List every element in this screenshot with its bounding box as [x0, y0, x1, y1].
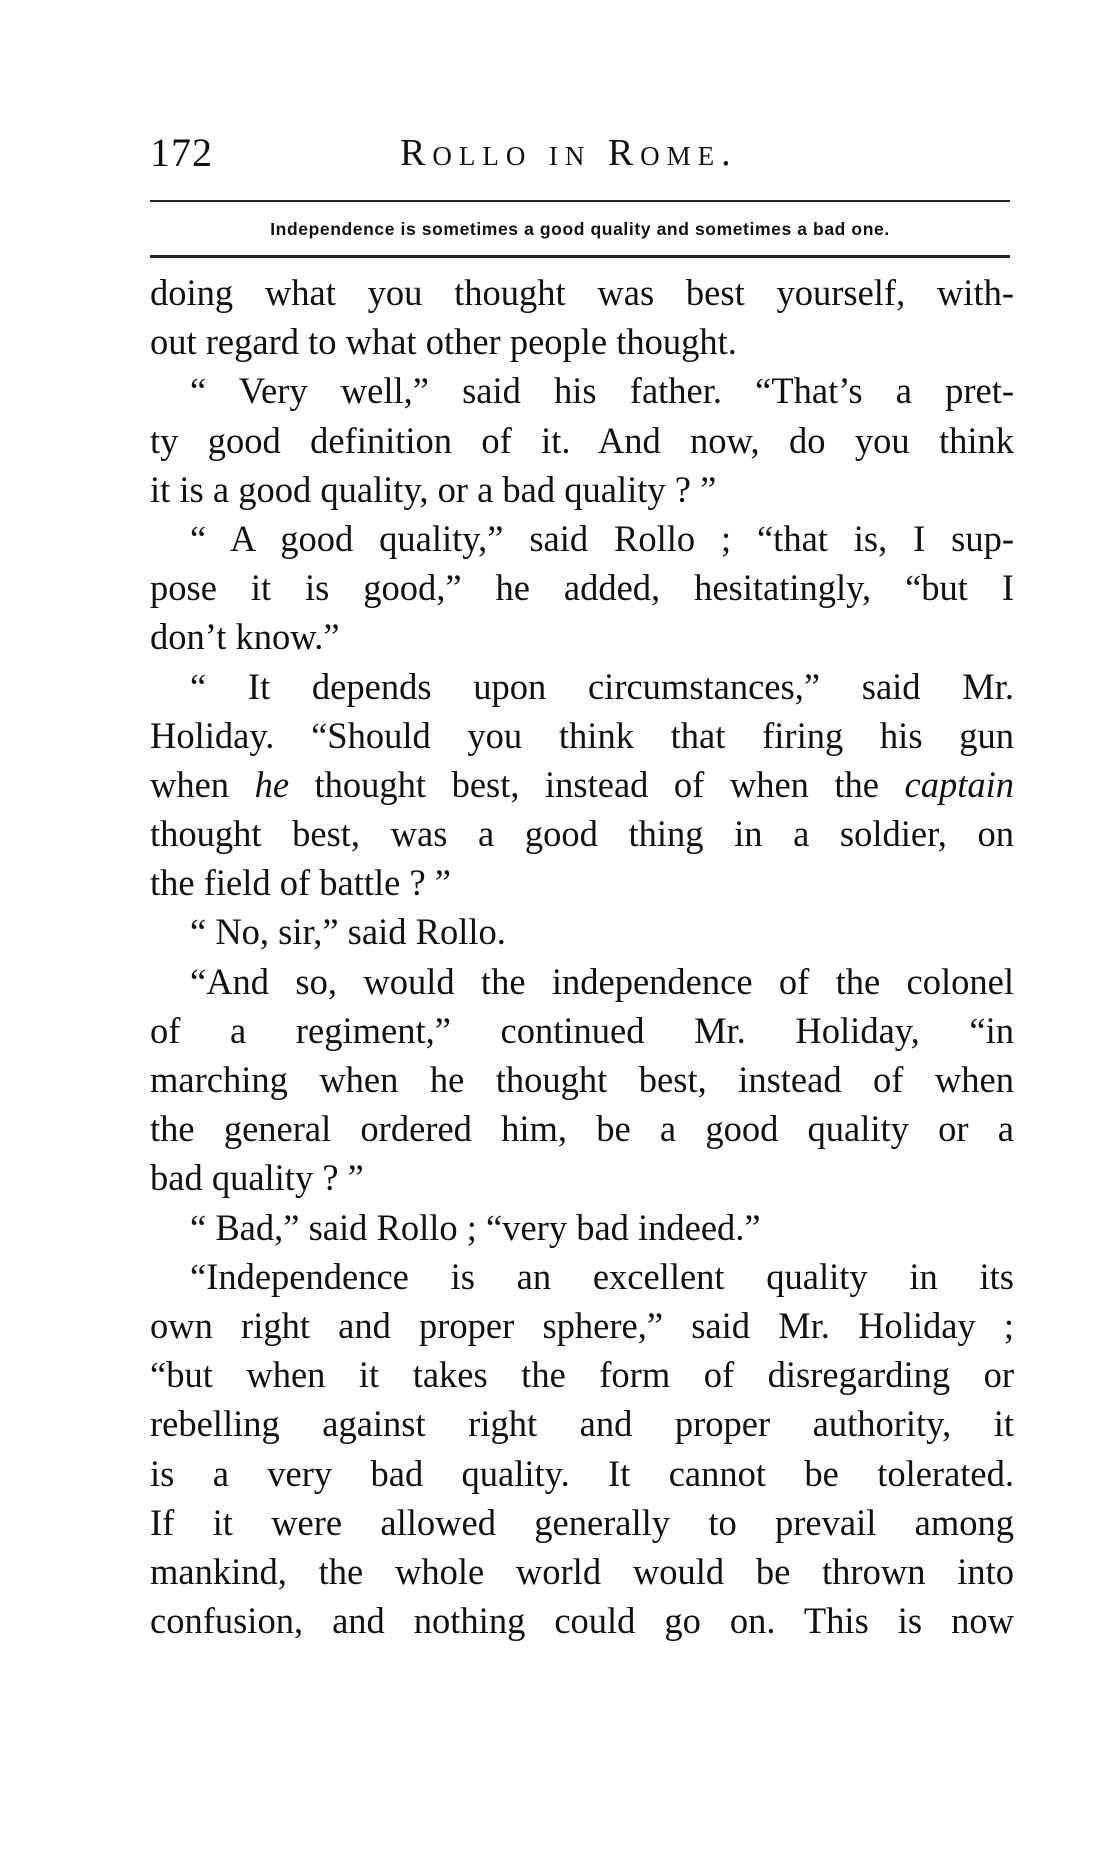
text-line: doing what you thought was best yourself, with- — [150, 272, 1014, 313]
text-line: If it were allowed generally to prevail among — [150, 1501, 1014, 1543]
text-line: Holiday. “Should you think that firing his gun — [150, 714, 1014, 756]
text-line: bad quality ? ” — [150, 1157, 364, 1199]
text-line: “ Bad,” said Rollo ; “very bad indeed.” — [190, 1206, 761, 1248]
text-line: marching when he thought best, instead of when — [150, 1059, 1014, 1100]
text-line: out regard to what other people thought. — [150, 321, 737, 363]
text-line: mankind, the whole world would be thrown into — [150, 1550, 1014, 1592]
text-line: thought best, was a good thing in a soldier, on — [150, 813, 1014, 855]
text-line: ty good definition of it. And now, do you think — [150, 419, 1014, 461]
text-line: it is a good quality, or a bad quality ? ” — [150, 468, 717, 510]
text-span: thought best, instead of when the — [289, 763, 905, 805]
text-line: “but when it takes the form of disregarding or — [150, 1354, 1014, 1396]
text-line: don’t know.” — [150, 616, 340, 658]
text-line: “ It depends upon circumstances,” said Mr. — [190, 665, 1014, 707]
italic-text: he — [254, 763, 290, 805]
text-line: the general ordered him, be a good quality or a — [150, 1108, 1014, 1150]
text-line: the field of battle ? ” — [150, 862, 451, 904]
text-line: “And so, would the independence of the colonel — [190, 960, 1014, 1002]
text-line: pose it is good,” he added, hesitatingly, “but I — [150, 567, 1014, 609]
text-span: when — [150, 763, 255, 805]
text-line: is a very bad quality. It cannot be tolerated. — [150, 1452, 1014, 1494]
header-rule-top — [150, 200, 1010, 202]
page-header — [150, 128, 1010, 178]
header-rule-bottom — [150, 255, 1010, 258]
text-line: own right and proper sphere,” said Mr. Holiday ; — [150, 1304, 1014, 1346]
text-line: rebelling against right and proper authority, it — [150, 1403, 1014, 1445]
body-text — [150, 268, 1014, 1645]
text-line: “Independence is an excellent quality in its — [190, 1255, 1014, 1297]
text-line: “ Very well,” said his father. “That’s a pret- — [190, 370, 1014, 412]
section-subheading: Independence is sometimes a good quality and sometimes a bad one. — [270, 219, 890, 239]
text-line: “ A good quality,” said Rollo ; “that is, I sup- — [190, 517, 1014, 559]
text-line — [150, 760, 1014, 809]
page-number: 172 — [150, 130, 213, 175]
text-line: of a regiment,” continued Mr. Holiday, “in — [150, 1009, 1014, 1051]
text-line: “ No, sir,” said Rollo. — [190, 911, 506, 953]
running-title: Rollo in Rome. — [400, 132, 738, 174]
text-line: confusion, and nothing could go on. This is now — [150, 1600, 1014, 1642]
italic-text: captain — [904, 763, 1014, 805]
